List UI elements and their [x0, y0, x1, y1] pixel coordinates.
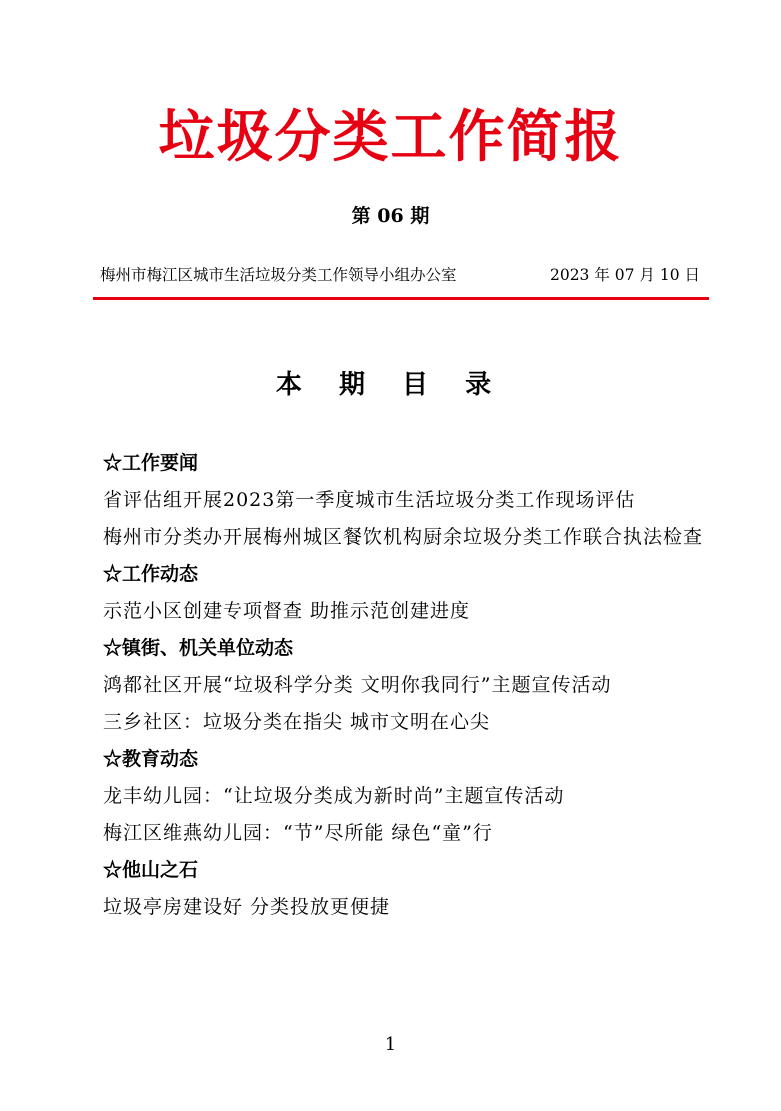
bulletin-title: 垃圾分类工作简报: [158, 104, 623, 170]
toc-item[interactable]: 梅江区维燕幼儿园：“节”尽所能 绿色“童”行: [103, 822, 493, 844]
toc-section: [103, 852, 703, 926]
section-heading: ☆他山之石: [103, 859, 199, 881]
toc-item[interactable]: 梅州市分类办开展梅州城区餐饮机构厨余垃圾分类工作联合执法检查: [103, 526, 704, 548]
toc-section: [103, 556, 703, 630]
toc-item[interactable]: 省评估组开展2023第一季度城市生活垃圾分类工作现场评估: [103, 489, 636, 511]
bulletin-meta: [100, 262, 700, 288]
toc-item[interactable]: 龙丰幼儿园：“让垃圾分类成为新时尚”主题宣传活动: [103, 785, 565, 807]
issue-date: 2023 年 07 月 10 日: [549, 266, 700, 284]
page-number: 1: [384, 1034, 397, 1055]
section-heading: ☆工作要闻: [103, 452, 199, 474]
issue-number: 第 06 期: [351, 205, 430, 227]
section-heading: ☆工作动态: [103, 563, 199, 585]
header-divider: [93, 297, 709, 300]
toc-section: [103, 741, 703, 852]
toc-section: [103, 630, 703, 741]
table-of-contents: [103, 445, 703, 926]
toc-item[interactable]: 鸿都社区开展“垃圾科学分类 文明你我同行”主题宣传活动: [103, 674, 612, 696]
issuing-office: 梅州市梅江区城市生活垃圾分类工作领导小组办公室: [100, 266, 457, 284]
toc-item[interactable]: 三乡社区：垃圾分类在指尖 城市文明在心尖: [103, 711, 491, 733]
section-heading: ☆镇街、机关单位动态: [103, 637, 294, 659]
toc-item[interactable]: 示范小区创建专项督查 助推示范创建进度: [103, 600, 471, 622]
toc-title: 本 期 目 录: [275, 370, 506, 400]
section-heading: ☆教育动态: [103, 748, 199, 770]
toc-item[interactable]: 垃圾亭房建设好 分类投放更便捷: [103, 896, 391, 918]
toc-section: [103, 445, 703, 556]
